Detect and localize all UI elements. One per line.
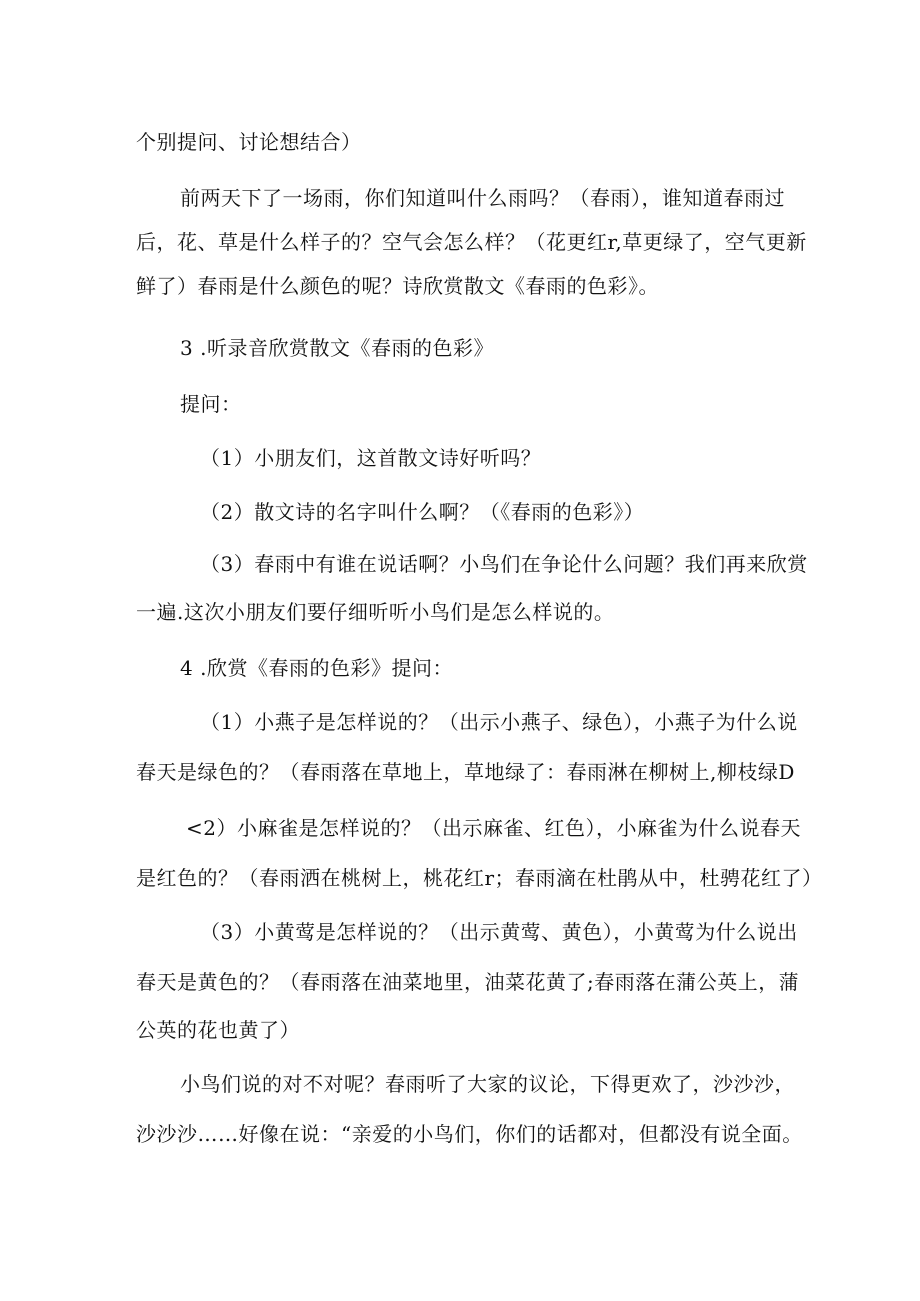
text-line: 春天是绿色的？（春雨落在草地上，草地绿了：春雨淋在柳树上,柳枝绿D — [136, 760, 795, 784]
text-line: （1）小燕子是怎样说的？（出示小燕子、绿色），小燕子为什么说 — [200, 710, 798, 734]
text-line: （3）小黄莺是怎样说的？（出示黄莺、黄色），小黄莺为什么说出 — [200, 920, 798, 944]
text-line: 一遍.这次小朋友们要仔细听听小鸟们是怎么样说的。 — [136, 600, 615, 624]
text-line: 沙沙沙……好像在说：“亲爱的小鸟们，你们的话都对，但都没有说全面。 — [136, 1122, 803, 1146]
text-line: 是红色的？（春雨洒在桃树上，桃花红r；春雨滴在杜鹃从中，杜骋花红了） — [136, 866, 823, 890]
text-line: 后，花、草是什么样子的？空气会怎么样？（花更红r,草更绿了，空气更新 — [136, 230, 807, 254]
text-line: （1）小朋友们，这首散文诗好听吗？ — [200, 446, 542, 470]
text-line: 鲜了）春雨是什么颜色的呢？诗欣赏散文《春雨的色彩》。 — [136, 274, 659, 298]
text-line: 小鸟们说的对不对呢？春雨听了大家的议论，下得更欢了，沙沙沙， — [180, 1072, 795, 1096]
text-line: 个别提问、讨论想结合） — [136, 130, 362, 154]
text-line: 4 .欣赏《春雨的色彩》提问： — [180, 656, 453, 680]
text-line: 春天是黄色的？（春雨落在油菜地里，油菜花黄了;春雨落在蒲公英上，蒲 — [136, 970, 800, 994]
text-line: 提问： — [180, 392, 242, 416]
text-line: <2）小麻雀是怎样说的？（出示麻雀、红色），小麻雀为什么说春天 — [186, 816, 801, 840]
text-line: （3）春雨中有谁在说话啊？小鸟们在争论什么问题？我们再来欣赏 — [200, 552, 808, 576]
text-line: 公英的花也黄了） — [136, 1018, 300, 1042]
text-line: 3 .听录音欣赏散文《春雨的色彩》 — [180, 336, 494, 360]
text-line: （2）散文诗的名字叫什么啊？（《春雨的色彩》） — [200, 500, 645, 524]
text-line: 前两天下了一场雨，你们知道叫什么雨吗？（春雨），谁知道春雨过 — [180, 186, 785, 210]
